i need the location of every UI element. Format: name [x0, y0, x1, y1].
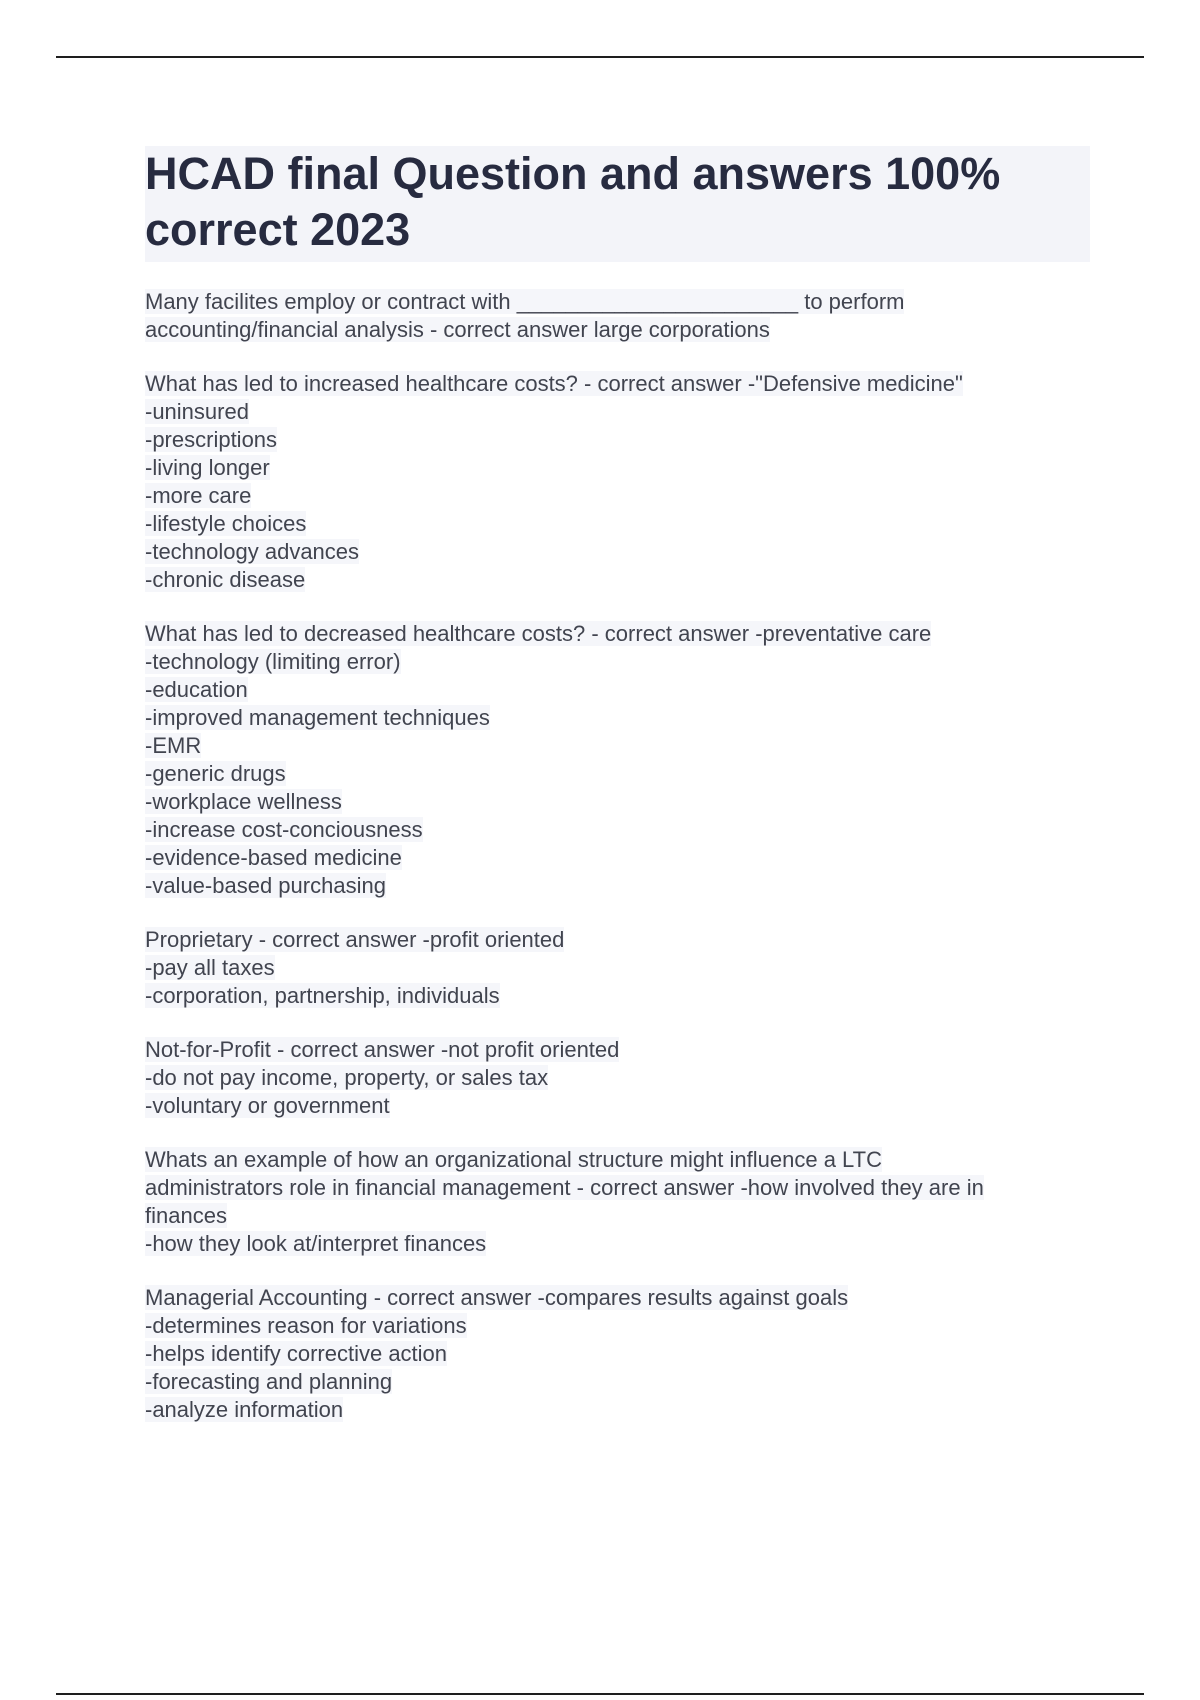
- qa-line: Managerial Accounting - correct answer -compares results against goals: [145, 1285, 849, 1310]
- qa-line: -lifestyle choices: [145, 511, 307, 536]
- qa-line: -increase cost-conciousness: [145, 817, 423, 842]
- qa-line: -education: [145, 677, 248, 702]
- qa-line: -prescriptions: [145, 427, 278, 452]
- qa-line: What has led to increased healthcare costs? - correct answer -"Defensive medicine": [145, 371, 963, 396]
- document-body: [145, 146, 1090, 1450]
- qa-line: -corporation, partnership, individuals: [145, 983, 500, 1008]
- header-rule: [56, 56, 1144, 58]
- qa-line: -chronic disease: [145, 567, 306, 592]
- qa-line: -analyze information: [145, 1397, 344, 1422]
- qa-line: Many facilites employ or contract with _______________________ to perform: [145, 289, 905, 314]
- document-title: HCAD final Question and answers 100% correct 2023: [145, 148, 1001, 255]
- qa-line: -more care: [145, 483, 252, 508]
- qa-line: -technology (limiting error): [145, 649, 401, 674]
- qa-item: [145, 1146, 1090, 1258]
- qa-line: -uninsured: [145, 399, 249, 424]
- footer-rule: [56, 1693, 1144, 1695]
- qa-item: [145, 288, 1090, 344]
- title-block: [145, 146, 1090, 262]
- qa-item: [145, 620, 1090, 900]
- qa-line: -forecasting and planning: [145, 1369, 393, 1394]
- qa-line: What has led to decreased healthcare costs? - correct answer -preventative care: [145, 621, 932, 646]
- qa-item: [145, 370, 1090, 594]
- qa-line: -evidence-based medicine: [145, 845, 402, 870]
- qa-line: -do not pay income, property, or sales tax: [145, 1065, 549, 1090]
- qa-line: -voluntary or government: [145, 1093, 390, 1118]
- qa-line: Whats an example of how an organizational structure might influence a LTC: [145, 1147, 882, 1172]
- qa-line: Proprietary - correct answer -profit oriented: [145, 927, 565, 952]
- qa-line: -technology advances: [145, 539, 360, 564]
- qa-line: -workplace wellness: [145, 789, 342, 814]
- qa-item: [145, 1036, 1090, 1120]
- qa-line: -determines reason for variations: [145, 1313, 467, 1338]
- qa-line: -improved management techniques: [145, 705, 490, 730]
- qa-line: -generic drugs: [145, 761, 286, 786]
- qa-line: -value-based purchasing: [145, 873, 386, 898]
- qa-line: -pay all taxes: [145, 955, 275, 980]
- qa-line: administrators role in financial management - correct answer -how involved they are in: [145, 1175, 984, 1200]
- qa-line: -EMR: [145, 733, 202, 758]
- qa-item: [145, 926, 1090, 1010]
- qa-list: [145, 288, 1090, 1424]
- qa-line: accounting/financial analysis - correct answer large corporations: [145, 317, 770, 342]
- qa-line: Not-for-Profit - correct answer -not profit oriented: [145, 1037, 620, 1062]
- qa-line: finances: [145, 1203, 227, 1228]
- qa-item: [145, 1284, 1090, 1424]
- qa-line: -helps identify corrective action: [145, 1341, 448, 1366]
- qa-line: -how they look at/interpret finances: [145, 1231, 487, 1256]
- qa-line: -living longer: [145, 455, 270, 480]
